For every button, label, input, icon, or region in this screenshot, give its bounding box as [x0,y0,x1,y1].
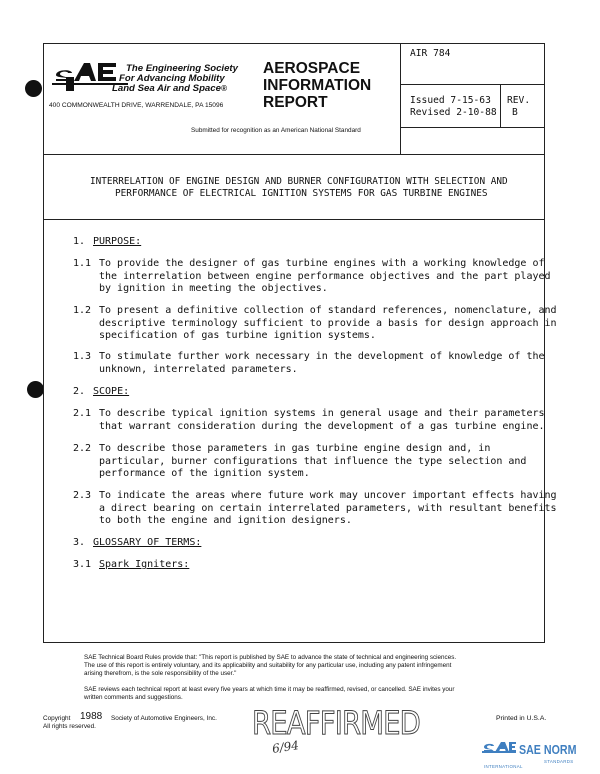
paragraph-number: 1.3 [73,351,92,362]
section-title: PURPOSE: [93,236,142,247]
revision-label: REV. [507,95,531,106]
paragraph-text: To provide the designer of gas turbine engines with a working knowledge of the interrelation between engine performance objectives and the part played by ignition in meeting the objectives. [99,258,551,295]
stamp-handwritten-date: 6/94 [271,738,300,756]
section-title: GLOSSARY OF TERMS: [93,537,202,548]
board-rules-line3: arising therefrom, is the sole responsibility of the user." [84,670,237,677]
report-type-line2: INFORMATION [263,77,372,94]
document-title-line2: PERFORMANCE OF ELECTRICAL IGNITION SYSTEMS FOR GAS TURBINE ENGINES [115,188,488,199]
document-title-line1: INTERRELATION OF ENGINE DESIGN AND BURNER CONFIGURATION WITH SELECTION AND [90,176,508,187]
watermark-sub-right: STANDARDS [544,759,574,764]
society-name-line1: The Engineering Society [126,63,238,74]
rights-reserved: All rights reserved. [43,723,96,730]
society-name-line2: For Advancing Mobility [119,73,225,84]
paragraph-number: 2.3 [73,490,92,501]
doc-number-divider [400,84,545,85]
paragraph-number: 1.2 [73,305,92,316]
copyright-year: 1988 [80,711,103,722]
society-name-line3-text: Land Sea Air and Space [112,83,221,94]
section-title: SCOPE: [93,386,130,397]
report-type-line1: AEROSPACE [263,60,361,77]
paragraph-number: 2.2 [73,443,92,454]
paragraph-text: To indicate the areas where future work may uncover important effects having a direct bearing on certain interrelated parameters, with resultant benefits to both the engine and ignition designers. [99,490,557,527]
registered-mark: ® [220,84,227,93]
printed-in: Printed in U.S.A. [496,715,547,722]
header-vertical-divider [400,43,401,154]
paragraph-text: To stimulate further work necessary in the development of knowledge of the unknown, interrelated parameters. [99,351,545,375]
board-rules-line1: SAE Technical Board Rules provide that: "This report is published by SAE to advance the state of technical and engineering sciences. [84,654,457,661]
binder-hole-bottom [27,381,44,398]
paragraph-number: 3.1 [73,559,92,570]
binder-hole-top [25,80,42,97]
paragraph-text: To describe those parameters in gas turbine engine design and, in particular, burner configurations that influence the type selection and performance of the ignition system. [99,443,527,480]
section-number: 1. [73,236,86,247]
title-divider [43,219,545,220]
issue-divider [400,127,545,128]
board-rules-line2: The use of this report is entirely voluntary, and its applicability and suitability for any particular use, including any patent infringement [84,662,452,669]
copyright-label: Copyright [43,715,71,722]
paragraph-number: 1.1 [73,258,92,269]
header-divider [43,154,545,155]
review-note-line1: SAE reviews each technical report at least every five years at which time it may be reaffirmed, revised, or cancelled. SAE invites your [84,686,455,693]
society-address: 400 COMMONWEALTH DRIVE, WARRENDALE, PA 15096 [49,102,224,109]
document-number: AIR 784 [410,48,451,59]
subsection-title: Spark Igniters: [99,559,190,570]
paragraph-text: To describe typical ignition systems in general usage and their parameters that warrant consideration during the development of a gas turbine engine. [99,408,545,432]
revised-date: Revised 2-10-88 [410,107,497,118]
watermark-brand: SAE NORM [519,742,577,757]
report-type-line3: REPORT [263,94,328,111]
submitted-note: Submitted for recognition as an American National Standard [191,127,361,134]
sae-norm-watermark-logo-icon [482,741,516,761]
paragraph-text: To present a definitive collection of standard references, nomenclature, and descriptive terminology sufficient to provide a basis for design approach in specification of gas turbine ignition systems. [99,305,557,342]
section-number: 3. [73,537,86,548]
copyright-org: Society of Automotive Engineers, Inc. [111,715,217,722]
rev-divider [500,84,501,127]
society-name-line3 [112,83,227,94]
section-number: 2. [73,386,86,397]
issued-date: Issued 7-15-63 [410,95,491,106]
paragraph-number: 2.1 [73,408,92,419]
watermark-sub-left: INTERNATIONAL [484,764,523,769]
reaffirmed-stamp: REAFFIRMED [252,704,420,742]
review-note-line2: written comments and suggestions. [84,694,183,701]
revision-value: B [512,107,518,118]
